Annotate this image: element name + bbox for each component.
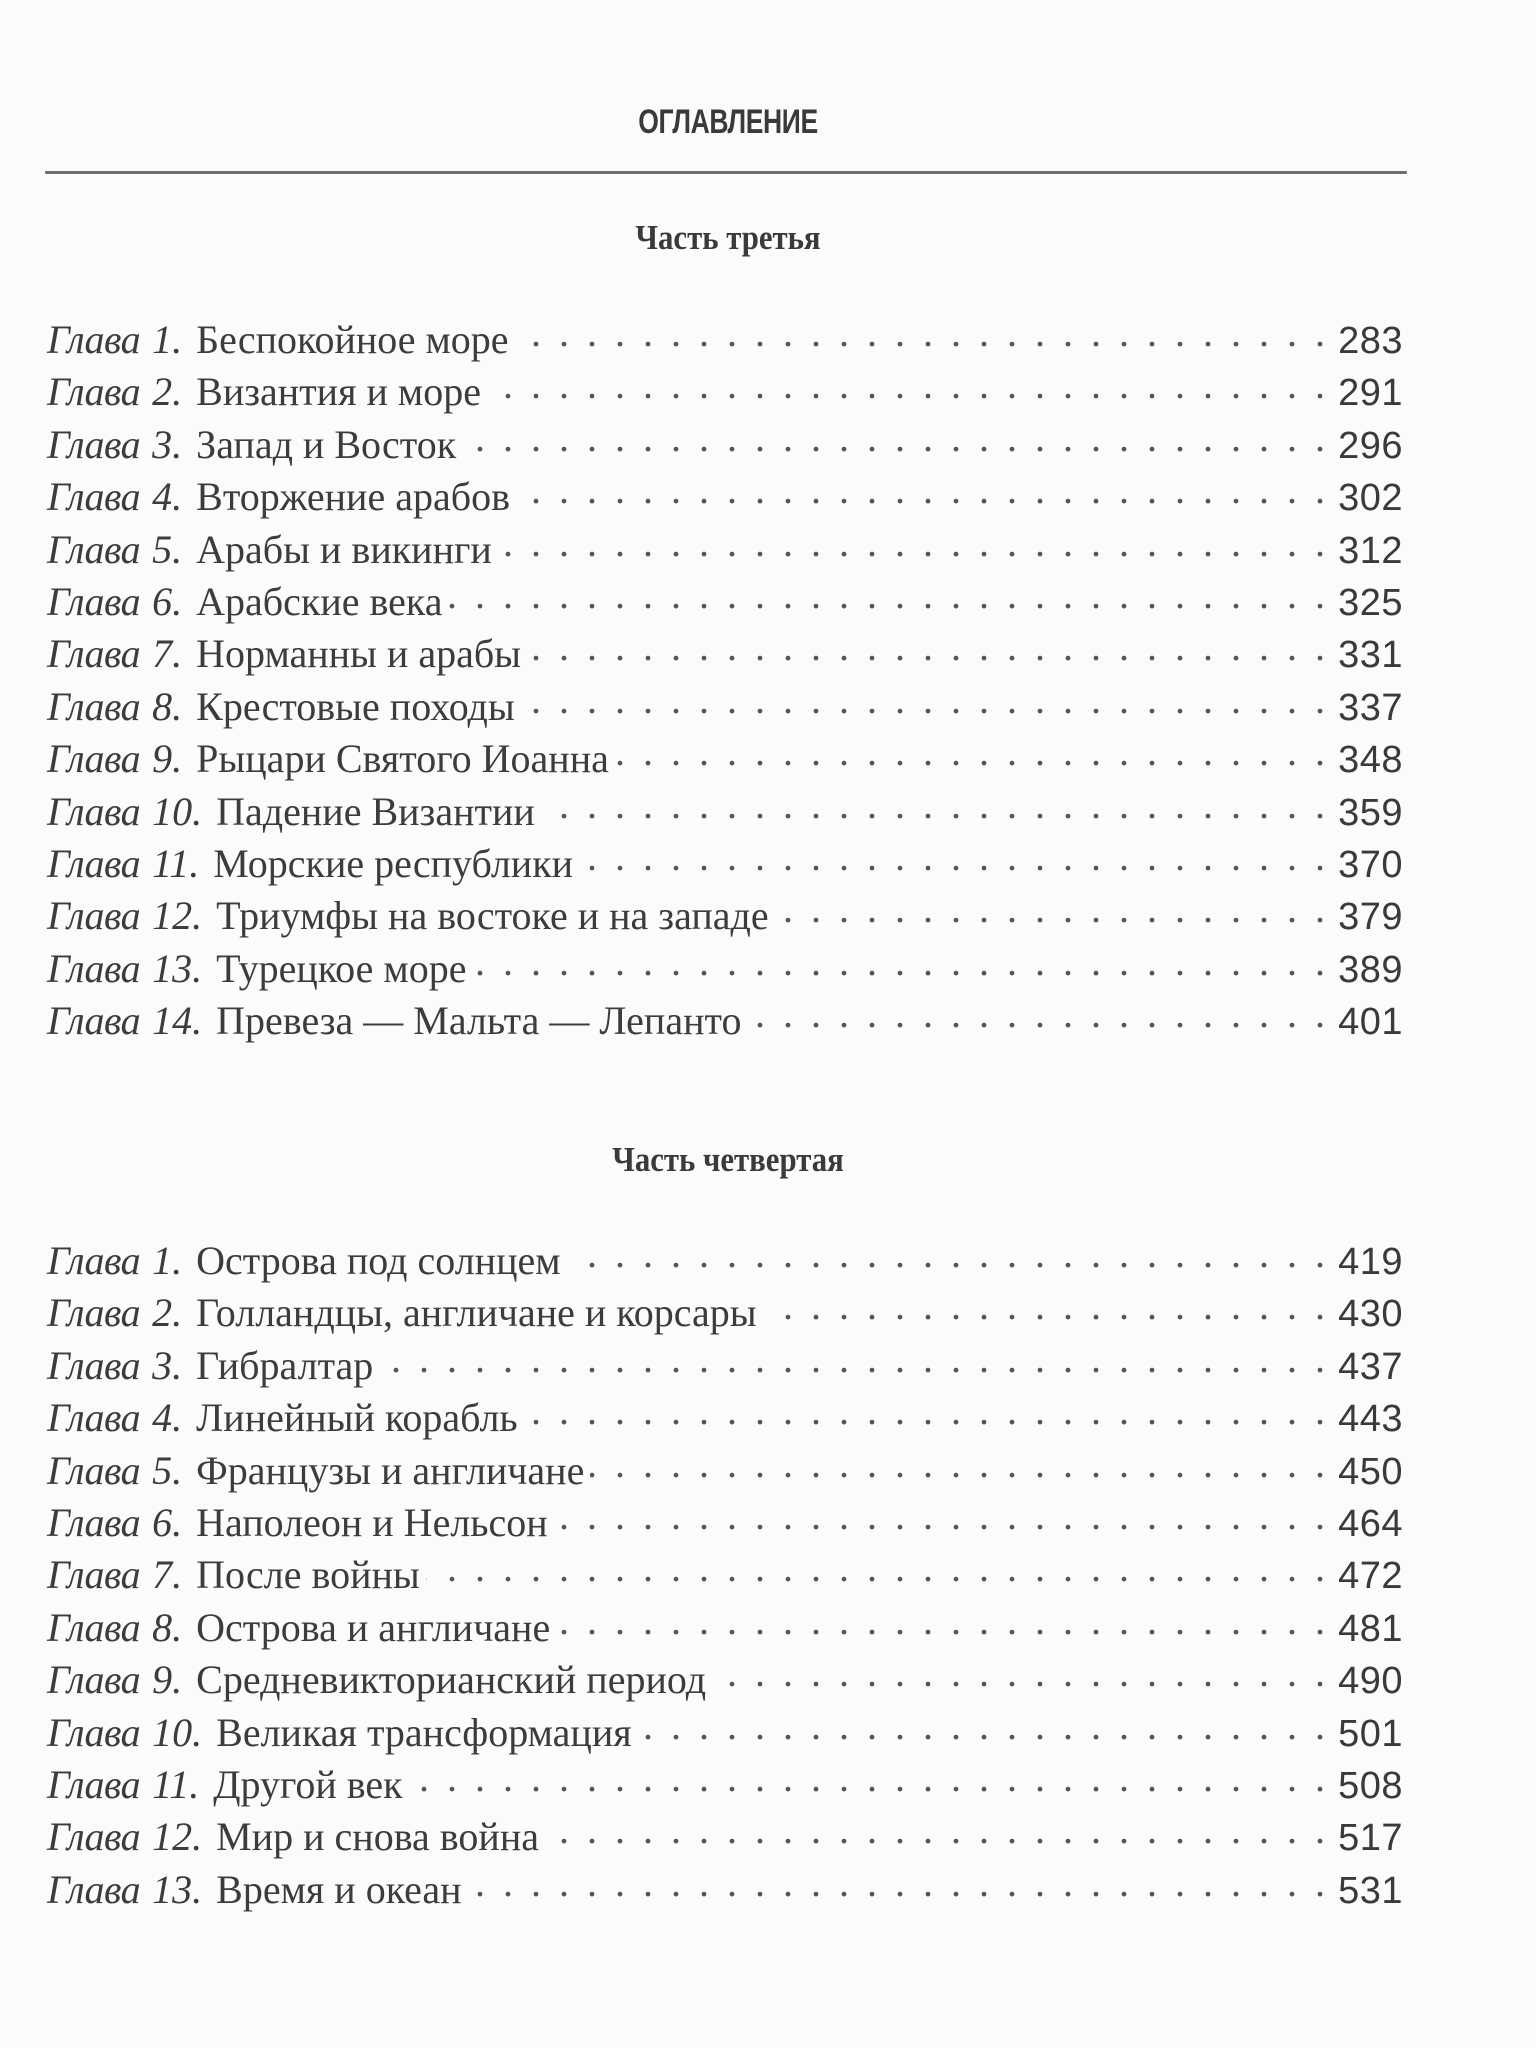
page-number: 325 <box>1338 581 1403 624</box>
page-number: 430 <box>1338 1293 1403 1336</box>
chapter-number: 6. <box>152 578 183 624</box>
dot-leader <box>521 680 1329 720</box>
chapter-title: Турецкое море <box>216 945 467 991</box>
chapter-title: Острова под солнцем <box>196 1238 561 1283</box>
chapter-label: Глава <box>47 683 141 729</box>
page-number: 389 <box>1338 948 1403 991</box>
toc-entry <box>47 1496 1403 1548</box>
toc-entry <box>47 1706 1403 1758</box>
chapter-label: Глава <box>47 1814 141 1860</box>
chapter-label: Глава <box>47 1604 141 1650</box>
toc-entry <box>47 1601 1403 1653</box>
chapter-number: 14. <box>152 998 203 1044</box>
page-number: 437 <box>1338 1345 1403 1388</box>
chapter-number: 13. <box>152 1866 203 1912</box>
toc-entry <box>47 1810 1403 1862</box>
toc-entry <box>47 313 1403 365</box>
part-title-fourth: Часть четвертая <box>612 1140 844 1179</box>
dot-leader <box>567 1234 1329 1274</box>
chapter-label: Глава <box>47 1866 141 1912</box>
toc-entry <box>47 942 1403 994</box>
page-number: 370 <box>1338 843 1403 886</box>
chapter-number: 7. <box>152 631 183 677</box>
toc-entry <box>47 627 1403 679</box>
chapter-number: 5. <box>152 526 183 572</box>
dot-leader <box>379 1339 1329 1379</box>
chapter-label: Глава <box>47 788 141 834</box>
page-number: 296 <box>1338 424 1403 467</box>
dot-leader <box>638 1706 1329 1746</box>
part-title-third: Часть третья <box>635 218 821 257</box>
chapter-title: Падение Византии <box>216 788 535 834</box>
page-number: 379 <box>1338 896 1403 939</box>
dot-leader <box>462 418 1329 458</box>
chapter-label: Глава <box>47 631 141 677</box>
chapter-title: Французы и англичане <box>196 1447 585 1493</box>
chapter-title: Арабские века <box>196 578 443 624</box>
page-number: 283 <box>1338 320 1403 362</box>
chapter-label: Глава <box>47 1342 141 1388</box>
chapter-number: 8. <box>152 683 183 729</box>
chapter-title: Средневикторианский период <box>196 1657 707 1703</box>
chapter-title: Наполеон и Нельсон <box>196 1499 548 1545</box>
chapter-label: Глава <box>47 1657 141 1703</box>
chapter-title: Вторжение арабов <box>196 474 510 520</box>
page-number: 419 <box>1338 1241 1403 1283</box>
page-number: 337 <box>1338 686 1403 729</box>
toc-entry <box>47 418 1403 470</box>
chapter-label: Глава <box>47 1761 141 1807</box>
page-number: 531 <box>1338 1869 1403 1912</box>
toc-entry <box>47 680 1403 732</box>
chapter-title: Великая трансформация <box>216 1709 632 1755</box>
chapter-number: 1. <box>152 1238 183 1283</box>
chapter-number: 9. <box>152 736 183 782</box>
chapter-number: 10. <box>152 788 203 834</box>
chapter-title: После войны <box>196 1552 420 1598</box>
chapter-label: Глава <box>47 578 141 624</box>
chapter-label: Глава <box>47 945 141 991</box>
chapter-number: 12. <box>152 1814 203 1860</box>
chapter-title: Гибралтар <box>196 1342 374 1388</box>
toc-list-part-three <box>47 313 1403 1046</box>
chapter-number: 6. <box>152 1499 183 1545</box>
dot-leader <box>747 994 1329 1034</box>
page-number: 464 <box>1338 1502 1403 1545</box>
page-number: 501 <box>1338 1712 1403 1755</box>
dot-leader <box>545 1810 1329 1850</box>
chapter-title: Триумфы на востоке и на западе <box>216 893 769 939</box>
heading-rule <box>45 171 1407 174</box>
dot-leader <box>515 313 1329 353</box>
dot-leader <box>468 1863 1329 1903</box>
chapter-label: Глава <box>47 1238 141 1283</box>
dot-leader <box>527 627 1329 667</box>
toc-list-part-four <box>47 1234 1403 1915</box>
toc-entry <box>47 523 1403 575</box>
chapter-title: Рыцари Святого Иоанна <box>196 736 609 782</box>
page-number: 517 <box>1338 1817 1403 1860</box>
chapter-title: Время и океан <box>216 1866 462 1912</box>
chapter-title: Превеза — Мальта — Лепанто <box>216 998 742 1044</box>
chapter-label: Глава <box>47 474 141 520</box>
toc-entry <box>47 1863 1403 1915</box>
page-number: 490 <box>1338 1660 1403 1703</box>
chapter-label: Глава <box>47 840 141 886</box>
chapter-title: Беспокойное море <box>196 317 509 362</box>
chapter-title: Острова и англичане <box>196 1604 551 1650</box>
page-number: 348 <box>1338 739 1403 782</box>
chapter-title: Голландцы, англичане и корсары <box>196 1290 757 1336</box>
chapter-label: Глава <box>47 1447 141 1493</box>
toc-entry <box>47 1758 1403 1810</box>
chapter-number: 2. <box>152 1290 183 1336</box>
chapter-label: Глава <box>47 893 141 939</box>
dot-leader <box>763 1286 1329 1326</box>
toc-entry <box>47 1234 1403 1286</box>
toc-entry <box>47 1286 1403 1338</box>
chapter-label: Глава <box>47 998 141 1044</box>
toc-entry <box>47 1548 1403 1600</box>
chapter-label: Глава <box>47 526 141 572</box>
toc-entry <box>47 1391 1403 1443</box>
dot-leader <box>426 1548 1329 1588</box>
toc-entry <box>47 1653 1403 1705</box>
chapter-title: Другой век <box>213 1761 403 1807</box>
page-number: 481 <box>1338 1607 1403 1650</box>
dot-leader <box>448 575 1329 615</box>
dot-leader <box>579 837 1329 877</box>
dot-leader <box>524 1391 1329 1431</box>
chapter-title: Крестовые походы <box>196 683 515 729</box>
chapter-label: Глава <box>47 736 141 782</box>
dot-leader <box>590 1444 1329 1484</box>
page-number: 312 <box>1338 529 1403 572</box>
dot-leader <box>472 942 1329 982</box>
chapter-label: Глава <box>47 1499 141 1545</box>
toc-entry <box>47 785 1403 837</box>
page-number: 508 <box>1338 1764 1403 1807</box>
chapter-number: 4. <box>152 1395 183 1441</box>
chapter-number: 5. <box>152 1447 183 1493</box>
chapter-label: Глава <box>47 1552 141 1598</box>
toc-entry <box>47 575 1403 627</box>
dot-leader <box>516 470 1329 510</box>
chapter-label: Глава <box>47 1709 141 1755</box>
chapter-number: 7. <box>152 1552 183 1598</box>
chapter-number: 11. <box>152 1761 200 1807</box>
toc-entry <box>47 470 1403 522</box>
page-number: 291 <box>1338 372 1403 415</box>
toc-entry <box>47 1444 1403 1496</box>
chapter-title: Мир и снова война <box>216 1814 539 1860</box>
chapter-label: Глава <box>47 317 141 362</box>
chapter-number: 1. <box>152 317 183 362</box>
toc-entry <box>47 1339 1403 1391</box>
toc-entry <box>47 994 1403 1046</box>
toc-entry <box>47 889 1403 941</box>
chapter-number: 13. <box>152 945 203 991</box>
chapter-number: 10. <box>152 1709 203 1755</box>
dot-leader <box>498 523 1329 563</box>
toc-entry <box>47 732 1403 784</box>
toc-entry <box>47 365 1403 417</box>
dot-leader <box>712 1653 1329 1693</box>
chapter-label: Глава <box>47 1395 141 1441</box>
chapter-title: Запад и Восток <box>196 421 457 467</box>
chapter-number: 3. <box>152 1342 183 1388</box>
chapter-number: 12. <box>152 893 203 939</box>
chapter-number: 4. <box>152 474 183 520</box>
toc-entry <box>47 837 1403 889</box>
chapter-title: Линейный корабль <box>196 1395 518 1441</box>
chapter-number: 11. <box>152 840 200 886</box>
page-number: 443 <box>1338 1398 1403 1441</box>
dot-leader <box>556 1601 1329 1641</box>
dot-leader <box>615 732 1329 772</box>
dot-leader <box>554 1496 1329 1536</box>
chapter-label: Глава <box>47 1290 141 1336</box>
chapter-label: Глава <box>47 369 141 415</box>
chapter-label: Глава <box>47 421 141 467</box>
dot-leader <box>541 785 1329 825</box>
page-number: 331 <box>1338 634 1403 677</box>
page-number: 472 <box>1338 1555 1403 1598</box>
dot-leader <box>775 889 1329 929</box>
toc-heading: ОГЛАВЛЕНИЕ <box>638 103 818 141</box>
page-number: 450 <box>1338 1450 1403 1493</box>
chapter-title: Византия и море <box>196 369 481 415</box>
page-number: 359 <box>1338 791 1403 834</box>
page-number: 401 <box>1338 1001 1403 1044</box>
chapter-number: 2. <box>152 369 183 415</box>
chapter-number: 8. <box>152 1604 183 1650</box>
dot-leader <box>487 365 1329 405</box>
chapter-number: 9. <box>152 1657 183 1703</box>
chapter-title: Морские республики <box>213 840 574 886</box>
dot-leader <box>409 1758 1329 1798</box>
chapter-number: 3. <box>152 421 183 467</box>
chapter-title: Арабы и викинги <box>196 526 492 572</box>
page-number: 302 <box>1338 477 1403 520</box>
chapter-title: Норманны и арабы <box>196 631 522 677</box>
